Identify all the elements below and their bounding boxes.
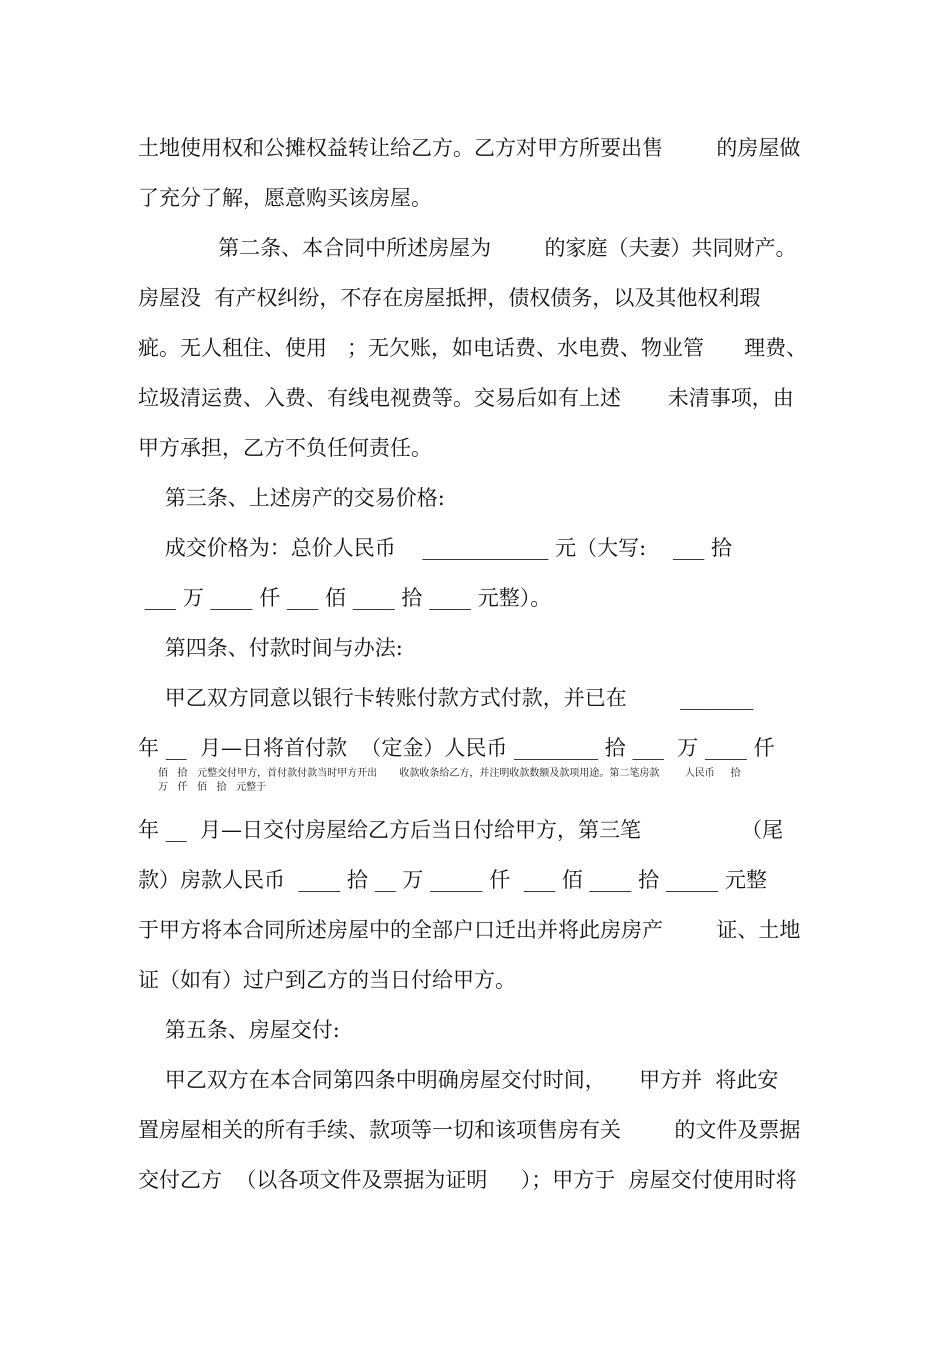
price-line: ___ 万 ____ 仟 ___ 佰 ____ 拾 ____ 元整）。	[138, 586, 552, 610]
text-line: 垃圾清运费、入费、有线电视费等。交易后如有上述 未清事项，由	[138, 386, 794, 410]
text-line: 置房屋相关的所有手续、款项等一切和该项售房有关 的文件及票据	[138, 1118, 801, 1142]
text-line: 甲乙双方同意以银行卡转账付款方式付款，并已在 _______	[138, 686, 754, 710]
text-line: 年 __ 月—日交付房屋给乙方后当日付给甲方，第三笔 （尾	[138, 818, 784, 842]
text-line: 甲乙双方在本合同第四条中明确房屋交付时间， 甲方并 将此安	[138, 1068, 779, 1092]
text-line: 款）房款人民币 ____ 拾 __ 万 _____ 仟 ___ 佰 ____ 拾 _____ 元整	[138, 868, 767, 892]
clause-4-heading: 第四条、付款时间与办法:	[138, 636, 403, 660]
text-line: 疵。无人租住、使用 ；无欠账，如电话费、水电费、物业管 理费、	[138, 336, 808, 360]
text-line: 土地使用权和公摊权益转让给乙方。乙方对甲方所要出售 的房屋做	[138, 136, 801, 160]
clause-3-heading: 第三条、上述房产的交易价格:	[138, 486, 445, 510]
text-line: 交付乙方 （以各项文件及票据为证明 ）；甲方于 房屋交付使用时将	[138, 1168, 797, 1192]
small-print-line: 佰 拾 元整交付甲方，首付款付款当时甲方开出 收款收条给乙方，并注明收款数额及款项用途。第二笔房款 人民币 拾	[158, 768, 741, 779]
price-line: 成交价格为：总价人民币 ____________ 元（大写: ___ 拾	[138, 536, 733, 560]
clause-5-heading: 第五条、房屋交付:	[138, 1018, 340, 1042]
small-print-line: 万 仟 佰 拾 元整于	[158, 782, 267, 793]
text-line: 于甲方将本合同所述房屋中的全部户口迁出并将此房房产 证、土地	[138, 918, 801, 942]
text-line: 证（如有）过户到乙方的当日付给甲方。	[138, 968, 516, 992]
text-line: 房屋没 有产权纠纷，不存在房屋抵押，债权债务，以及其他权利瑕	[138, 286, 761, 310]
clause-2-heading: 第二条、本合同中所述房屋为 的家庭（夫妻）共同财产。	[138, 236, 797, 260]
text-line: 年 __ 月—日将首付款 （定金）人民币 ________ 拾 ___ 万 ____ 仟	[138, 736, 775, 760]
text-line: 了充分了解，愿意购买该房屋。	[138, 186, 432, 210]
text-line: 甲方承担，乙方不负任何责任。	[138, 436, 432, 460]
